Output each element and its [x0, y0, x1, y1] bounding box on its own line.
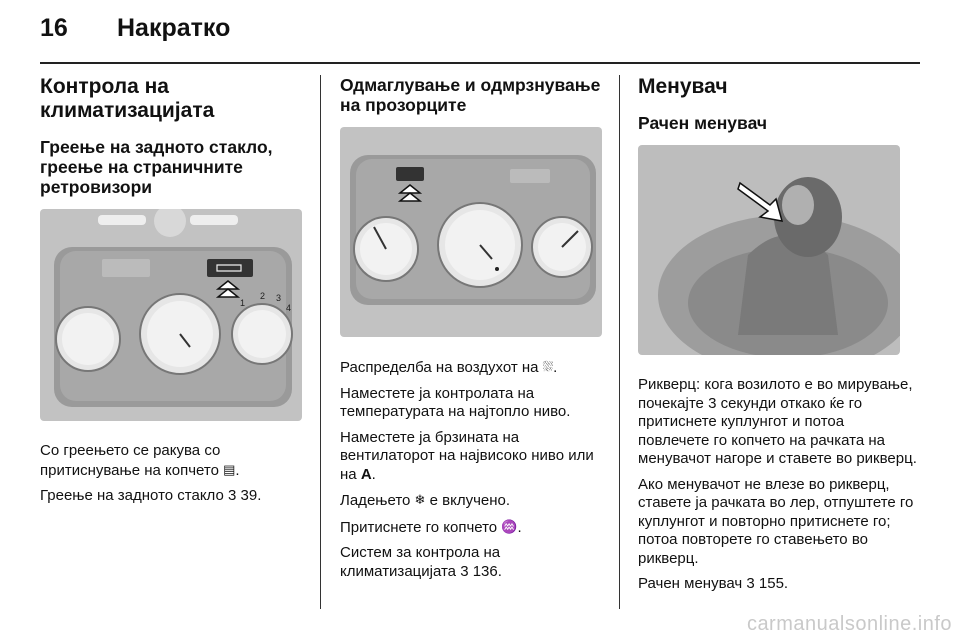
front-defrost-icon: ♒ — [501, 518, 518, 534]
page-ref-icon: 3 — [746, 575, 755, 592]
left-column — [40, 75, 305, 506]
heating-subheading: Греење на задното стакло, греење на страничните ретровизори — [40, 137, 273, 197]
manual-transmission-subheading: Рачен менувач — [638, 113, 768, 133]
fan-speed-text: Наместете ја брзината на вентилаторот на највисоко ниво или на A. — [340, 428, 594, 483]
page-number: 16 — [40, 14, 68, 42]
watermark: carmanualsonline.info — [746, 613, 952, 635]
column-divider-2 — [619, 75, 620, 609]
climate-control-heading: Контрола на климатизацијата — [40, 75, 215, 122]
header-rule — [40, 62, 920, 64]
demist-heading: Одмаглување и одмрзнување на прозорците — [340, 75, 601, 115]
defrost-text: Со греењето се ракува со притиснување на копчето ▤. — [40, 442, 240, 479]
page-ref-icon: 3 — [460, 562, 469, 580]
cooling-snowflake-icon: ❄ — [414, 492, 426, 507]
manual-transmission-ref: Рачен менувач 3 155. — [638, 575, 789, 592]
windscreen-air-icon: ⛆ — [542, 359, 554, 374]
right-column — [638, 75, 918, 594]
cooling-text: Ладењето ❄ е вклучено. — [340, 492, 511, 509]
climate-panel-figure — [40, 209, 302, 421]
svg-text:2: 2 — [260, 291, 266, 301]
svg-text:3: 3 — [276, 293, 282, 303]
reverse-gear-text: Рикверц: кога возилото е во мирување, почекајте 3 секунди откако ќе го притиснете куплунгот и потоа повлечете го копчето на рачката на менувачот нагоре и ставете во рикверц. — [638, 376, 917, 467]
press-button-text: Притиснете го копчето ♒. — [340, 518, 522, 536]
svg-text:4: 4 — [286, 303, 292, 313]
climate-ref: Систем за контрола на климатизацијата 3 136. — [340, 544, 502, 580]
page-ref-icon: 3 — [228, 487, 237, 504]
rear-defrost-button — [207, 259, 253, 277]
transmission-heading: Менувач — [638, 75, 728, 98]
section-title: Накратко — [117, 14, 231, 42]
column-divider-1 — [320, 75, 321, 609]
rear-defrost-icon: ▤ — [223, 461, 236, 477]
rear-window-ref: Греење на задното стакло 3 39. — [40, 487, 262, 504]
reverse-retry-text: Ако менувачот не влезе во рикверц, ставете ја рачката во лер, отпуштете го куплунгот и повторно притиснете го; потоа повторете го ставењето во рикверц. — [638, 475, 914, 567]
demist-panel-figure — [340, 127, 602, 337]
gear-lever-figure — [638, 145, 900, 355]
svg-text:1: 1 — [240, 298, 246, 308]
air-distribution-text: Распределба на воздухот на ⛆. — [340, 359, 558, 376]
middle-column — [340, 75, 605, 581]
temperature-text: Наместете ја контролата на температурата на најтопло ниво. — [340, 384, 571, 420]
